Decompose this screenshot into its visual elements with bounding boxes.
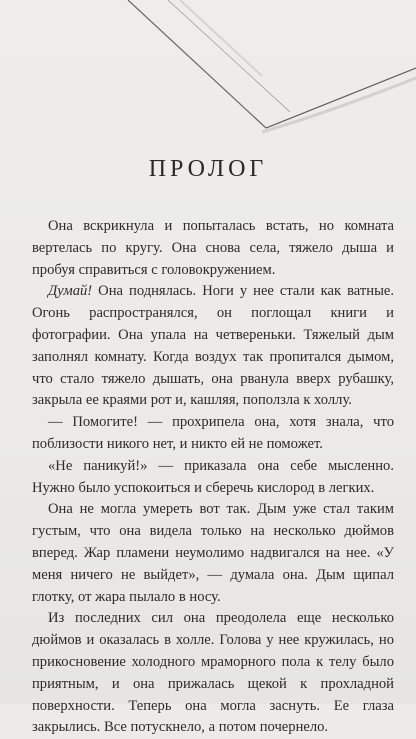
paragraph	[32, 608, 394, 739]
paragraph-text: Она вскрикнула и попыталась встать, но комната вертелась по кругу. Она снова села, тяжело дыша и пробуя справиться с головокружением.	[32, 218, 394, 278]
paragraph	[32, 499, 394, 608]
paragraph	[32, 412, 394, 456]
paragraph	[32, 456, 394, 500]
paragraph	[32, 281, 394, 412]
paragraph-text: Она не могла умереть вот так. Дым уже стал таким густым, что она видела только на несколько дюймов вперед. Жар пламени неумолимо надвигался на нее. «У меня ничего не выйдет», — думала она. Дым щипал глотку, от жара пылало в носу.	[32, 501, 394, 605]
body-text	[32, 216, 394, 739]
torn-paper-decoration	[0, 0, 416, 170]
paragraph	[32, 216, 394, 281]
paragraph-text: Она поднялась. Ноги у нее стали как ватные. Огонь распространялся, он поглощал книги и фотографии. Она упала на четвереньки. Тяжелый дым заполнял комнату. Когда воздух так пропитался дымом, что стало тяжело дышать, она рванула вверх рубашку, закрыла ее краями рот и, кашляя, поползла к холлу.	[32, 283, 394, 409]
paragraph-text: Из последних сил она преодолела еще несколько дюймов и оказалась в холле. Голова у нее кружилась, но прикосновение холодного мраморного пола к телу было приятным, и она прижалась щекой к прохладной поверхности. Теперь она могла заснуть. Ее глаза закрылись. Все потускнело, а потом почернело.	[32, 610, 394, 736]
chapter-title: ПРОЛОГ	[148, 156, 268, 182]
paragraph-lead: Думай!	[48, 283, 93, 300]
paragraph-text: «Не паникуй!» — приказала она себе мысленно. Нужно было успокоиться и сберечь кислород в легких.	[32, 457, 394, 496]
paragraph-text: — Помогите! — прохрипела она, хотя знала, что поблизости никого нет, и никто ей не поможет.	[32, 414, 394, 452]
